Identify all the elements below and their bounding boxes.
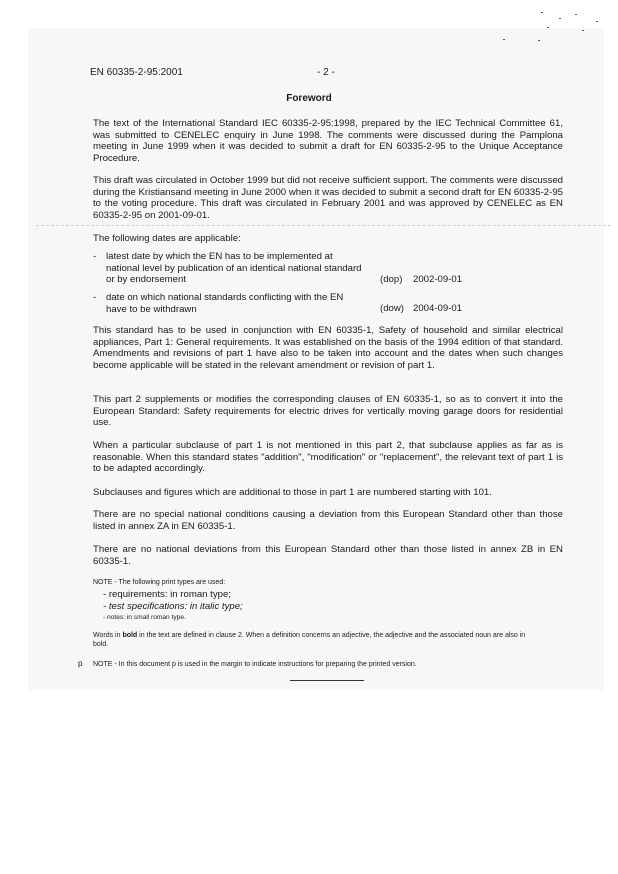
bold-note-before: Words in — [93, 632, 123, 639]
note-item-requirements: - requirements: in roman type; — [103, 589, 231, 600]
page-number: - 2 - — [317, 67, 335, 78]
scan-artifact-line — [36, 225, 611, 226]
dop-code: (dop) — [380, 274, 403, 285]
margin-marker: p — [78, 659, 83, 668]
end-rule — [290, 680, 364, 681]
list-item-dop: latest date by which the EN has to be implemented at national level by publication of an identical national standard or by endorsement — [106, 251, 362, 286]
list-bullet: - — [93, 292, 97, 303]
list-item-dow: date on which national standards conflicting with the EN have to be withdrawn — [106, 292, 344, 315]
bold-words-note — [93, 631, 533, 649]
note-print-types-heading: NOTE - The following print types are used: — [93, 579, 226, 586]
dop-date: 2002-09-01 — [413, 274, 463, 285]
bold-note-after: in the text are defined in clause 2. When a definition concerns an adjective, the adjective and the associated noun are also in bold. — [93, 632, 526, 648]
scan-speck — [541, 12, 543, 13]
scan-speck — [547, 27, 549, 28]
scan-speck — [559, 18, 561, 19]
paragraph-national-deviations: There are no national deviations from this European Standard other than those listed in annex ZB in EN 60335-1. — [93, 544, 563, 567]
dow-code: (dow) — [380, 303, 404, 314]
note-item-test-specs: - test specifications: in italic type; — [103, 601, 243, 612]
paragraph-supplements: This part 2 supplements or modifies the corresponding clauses of EN 60335-1, so as to convert it into the European Standard: Safety requirements for electric drives for vertically moving garage doors for residential use. — [93, 394, 563, 429]
paragraph-circulation: This draft was circulated in October 1999 but did not receive sufficient support. The comments were discussed during the Kristiansand meeting in June 2000 when it was decided to submit a second draft for EN 60335-2-95 to the voting procedure. This draft was circulated in February 2001 and was approved by CENELEC as EN 60335-2-95 on 2001-09-01. — [93, 175, 563, 221]
paragraph-numbering: Subclauses and figures which are additional to those in part 1 are numbered starting with 101. — [93, 487, 492, 498]
scan-speck — [582, 30, 584, 31]
bold-note-bold: bold — [122, 632, 138, 639]
paragraph-conjunction: This standard has to be used in conjunction with EN 60335-1, Safety of household and similar electrical appliances, Part 1: General requirements. It was established on the basis of the 1994 edition of that standard. Amendments and revisions of part 1 have also to be taken into account and the dates when such changes become applicable will be stated in the relevant amendment or revision of part 1. — [93, 325, 563, 371]
paragraph-national-conditions: There are no special national conditions causing a deviation from this European Standard other than those listed in annex ZA in EN 60335-1. — [93, 509, 563, 532]
dow-date: 2004-09-01 — [413, 303, 463, 314]
note-item-notes: - notes: in small roman type. — [103, 614, 186, 621]
scan-speck — [575, 14, 577, 15]
page-title: Foreword — [286, 93, 332, 104]
scan-speck — [503, 39, 505, 40]
margin-note: NOTE - In this document p is used in the margin to indicate instructions for preparing the printed version. — [93, 661, 417, 668]
paragraph-dates-intro: The following dates are applicable: — [93, 233, 241, 244]
paragraph-subclause: When a particular subclause of part 1 is not mentioned in this part 2, that subclause applies as far as is reasonable. When this standard states "addition", "modification" or "replacement", the relevant text of part 1 is to be adapted accordingly. — [93, 440, 563, 475]
list-bullet: - — [93, 251, 97, 262]
paragraph-origin: The text of the International Standard IEC 60335-2-95:1998, prepared by the IEC Technical Committee 61, was submitted to CENELEC enquiry in June 1998. The comments were discussed during the Pamplona meeting in June 1999 when it was decided to submit a draft for EN 60335-2-95 to the Unique Acceptance Procedure. — [93, 118, 563, 164]
scan-speck — [596, 21, 598, 22]
scan-speck — [538, 40, 540, 41]
document-id: EN 60335-2-95:2001 — [90, 67, 183, 78]
